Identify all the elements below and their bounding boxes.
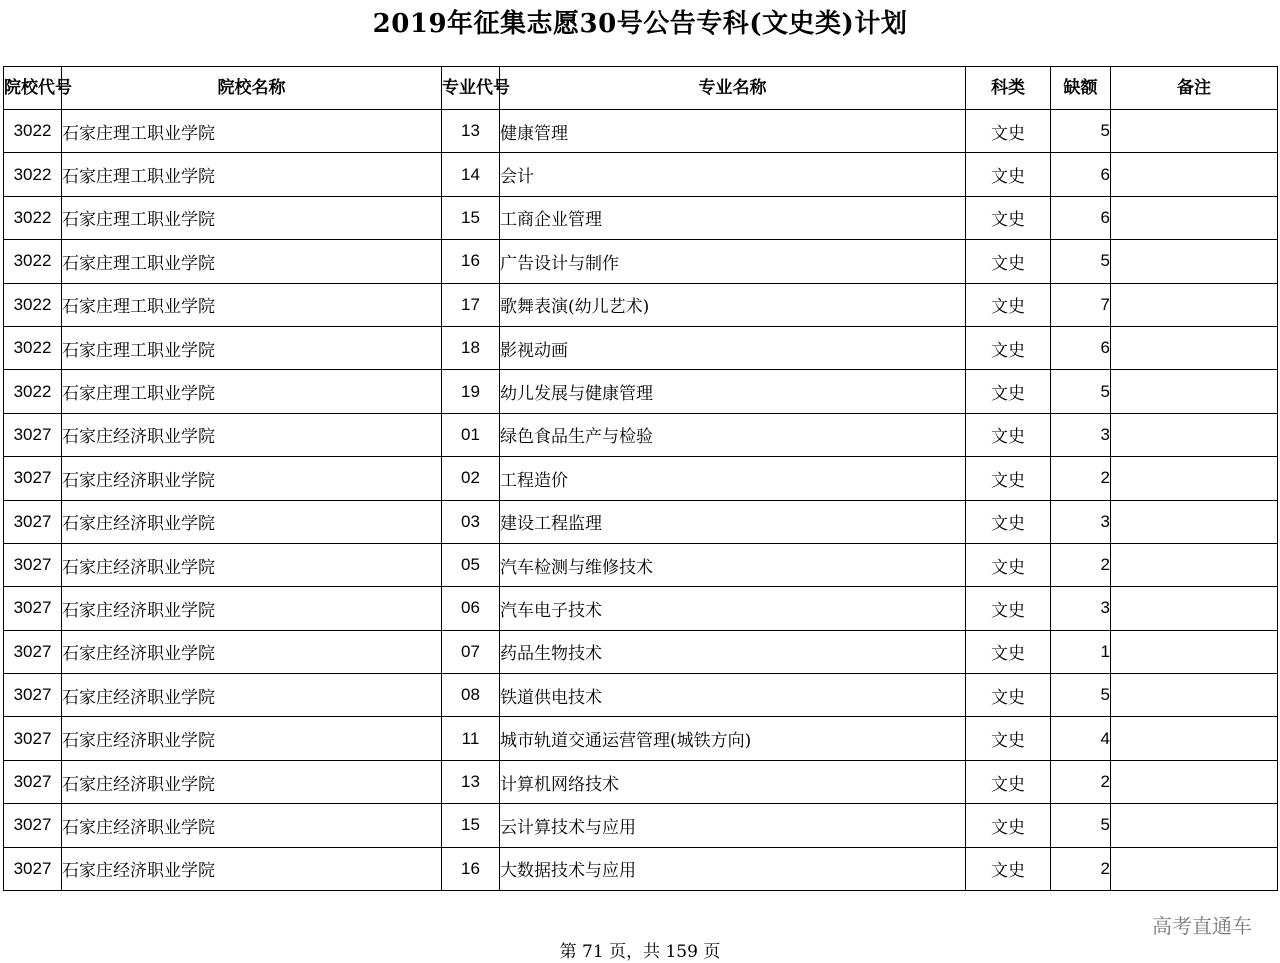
cell-major-name: 药品生物技术 [500,630,966,673]
header-quota: 缺额 [1051,67,1111,110]
plan-table [3,66,1278,891]
table-row [4,326,1278,369]
cell-school-name: 石家庄经济职业学院 [62,760,442,803]
cell-major-code: 18 [442,326,500,369]
cell-major-name: 计算机网络技术 [500,760,966,803]
cell-quota: 5 [1051,240,1111,283]
table-row [4,500,1278,543]
table-row [4,153,1278,196]
cell-school-code: 3022 [4,110,62,153]
cell-quota: 2 [1051,847,1111,890]
cell-major-code: 15 [442,196,500,239]
page-footer: 第 71 页，共 159 页 [559,942,721,962]
cell-category: 文史 [966,760,1051,803]
cell-category: 文史 [966,153,1051,196]
table-row [4,587,1278,630]
cell-note [1111,457,1278,500]
cell-note [1111,283,1278,326]
cell-quota: 6 [1051,153,1111,196]
cell-major-code: 15 [442,804,500,847]
cell-category: 文史 [966,370,1051,413]
cell-note [1111,500,1278,543]
cell-category: 文史 [966,500,1051,543]
cell-quota: 1 [1051,630,1111,673]
watermark: 高考直通车 [1152,914,1252,938]
page-title: 2019年征集志愿30号公告专科(文史类)计划 [372,9,908,39]
cell-major-name: 广告设计与制作 [500,240,966,283]
cell-major-name: 工程造价 [500,457,966,500]
cell-quota: 5 [1051,674,1111,717]
cell-note [1111,674,1278,717]
cell-school-code: 3022 [4,283,62,326]
cell-school-code: 3027 [4,760,62,803]
cell-school-name: 石家庄理工职业学院 [62,370,442,413]
cell-quota: 2 [1051,760,1111,803]
cell-note [1111,543,1278,586]
table-body [4,110,1278,891]
table-row [4,457,1278,500]
cell-school-name: 石家庄理工职业学院 [62,153,442,196]
cell-school-code: 3027 [4,674,62,717]
cell-school-name: 石家庄经济职业学院 [62,500,442,543]
cell-note [1111,804,1278,847]
header-row [4,67,1278,110]
cell-school-name: 石家庄经济职业学院 [62,457,442,500]
cell-major-code: 06 [442,587,500,630]
cell-school-name: 石家庄理工职业学院 [62,326,442,369]
cell-quota: 7 [1051,283,1111,326]
cell-school-name: 石家庄经济职业学院 [62,804,442,847]
cell-school-code: 3027 [4,587,62,630]
header-school-code: 院校代号 [4,67,62,110]
table-row [4,110,1278,153]
cell-note [1111,196,1278,239]
header-major-code: 专业代号 [442,67,500,110]
cell-school-name: 石家庄经济职业学院 [62,630,442,673]
cell-major-code: 02 [442,457,500,500]
cell-major-code: 05 [442,543,500,586]
cell-quota: 4 [1051,717,1111,760]
table-row [4,847,1278,890]
cell-quota: 5 [1051,110,1111,153]
cell-school-code: 3022 [4,326,62,369]
table-row [4,283,1278,326]
cell-major-code: 07 [442,630,500,673]
cell-category: 文史 [966,717,1051,760]
cell-note [1111,370,1278,413]
cell-major-name: 影视动画 [500,326,966,369]
table-row [4,370,1278,413]
cell-note [1111,717,1278,760]
cell-major-name: 幼儿发展与健康管理 [500,370,966,413]
table-row [4,674,1278,717]
cell-category: 文史 [966,196,1051,239]
cell-major-code: 13 [442,760,500,803]
header-major-name: 专业名称 [500,67,966,110]
cell-quota: 2 [1051,457,1111,500]
cell-category: 文史 [966,457,1051,500]
cell-school-name: 石家庄经济职业学院 [62,413,442,456]
cell-major-name: 城市轨道交通运营管理(城铁方向) [500,717,966,760]
cell-school-name: 石家庄理工职业学院 [62,283,442,326]
cell-note [1111,110,1278,153]
cell-quota: 5 [1051,804,1111,847]
cell-major-code: 16 [442,847,500,890]
cell-major-name: 大数据技术与应用 [500,847,966,890]
cell-category: 文史 [966,804,1051,847]
header-category: 科类 [966,67,1051,110]
cell-school-code: 3027 [4,413,62,456]
table-row [4,804,1278,847]
cell-category: 文史 [966,240,1051,283]
cell-category: 文史 [966,630,1051,673]
cell-note [1111,413,1278,456]
cell-major-code: 11 [442,717,500,760]
cell-major-code: 19 [442,370,500,413]
cell-school-code: 3027 [4,543,62,586]
table-row [4,760,1278,803]
cell-note [1111,630,1278,673]
cell-note [1111,153,1278,196]
cell-school-code: 3027 [4,717,62,760]
cell-major-name: 歌舞表演(幼儿艺术) [500,283,966,326]
table-row [4,717,1278,760]
cell-school-code: 3027 [4,630,62,673]
cell-school-code: 3027 [4,500,62,543]
cell-category: 文史 [966,326,1051,369]
cell-category: 文史 [966,543,1051,586]
cell-school-name: 石家庄经济职业学院 [62,717,442,760]
table-row [4,543,1278,586]
table-row [4,630,1278,673]
cell-school-code: 3022 [4,196,62,239]
cell-quota: 5 [1051,370,1111,413]
cell-school-name: 石家庄经济职业学院 [62,543,442,586]
cell-major-name: 工商企业管理 [500,196,966,239]
cell-category: 文史 [966,674,1051,717]
cell-school-code: 3022 [4,153,62,196]
cell-category: 文史 [966,587,1051,630]
cell-note [1111,587,1278,630]
table-row [4,413,1278,456]
cell-quota: 6 [1051,196,1111,239]
cell-major-name: 会计 [500,153,966,196]
cell-note [1111,240,1278,283]
cell-major-name: 建设工程监理 [500,500,966,543]
table-row [4,196,1278,239]
header-note: 备注 [1111,67,1278,110]
cell-category: 文史 [966,847,1051,890]
cell-major-name: 汽车电子技术 [500,587,966,630]
cell-school-code: 3027 [4,804,62,847]
cell-school-code: 3027 [4,457,62,500]
cell-note [1111,847,1278,890]
cell-major-name: 铁道供电技术 [500,674,966,717]
cell-quota: 2 [1051,543,1111,586]
cell-category: 文史 [966,413,1051,456]
cell-school-name: 石家庄经济职业学院 [62,847,442,890]
cell-school-name: 石家庄理工职业学院 [62,240,442,283]
table-row [4,240,1278,283]
cell-school-name: 石家庄经济职业学院 [62,674,442,717]
cell-quota: 3 [1051,413,1111,456]
cell-major-code: 14 [442,153,500,196]
cell-school-name: 石家庄经济职业学院 [62,587,442,630]
cell-note [1111,326,1278,369]
cell-major-code: 03 [442,500,500,543]
cell-note [1111,760,1278,803]
cell-school-code: 3027 [4,847,62,890]
cell-major-code: 13 [442,110,500,153]
cell-major-name: 绿色食品生产与检验 [500,413,966,456]
cell-major-code: 08 [442,674,500,717]
cell-quota: 3 [1051,500,1111,543]
cell-quota: 6 [1051,326,1111,369]
cell-school-name: 石家庄理工职业学院 [62,196,442,239]
cell-category: 文史 [966,110,1051,153]
cell-school-code: 3022 [4,370,62,413]
cell-major-code: 17 [442,283,500,326]
cell-major-name: 健康管理 [500,110,966,153]
table-header [4,67,1278,110]
cell-major-code: 16 [442,240,500,283]
cell-major-code: 01 [442,413,500,456]
cell-category: 文史 [966,283,1051,326]
cell-school-code: 3022 [4,240,62,283]
cell-major-name: 汽车检测与维修技术 [500,543,966,586]
header-school-name: 院校名称 [62,67,442,110]
cell-school-name: 石家庄理工职业学院 [62,110,442,153]
cell-quota: 3 [1051,587,1111,630]
cell-major-name: 云计算技术与应用 [500,804,966,847]
